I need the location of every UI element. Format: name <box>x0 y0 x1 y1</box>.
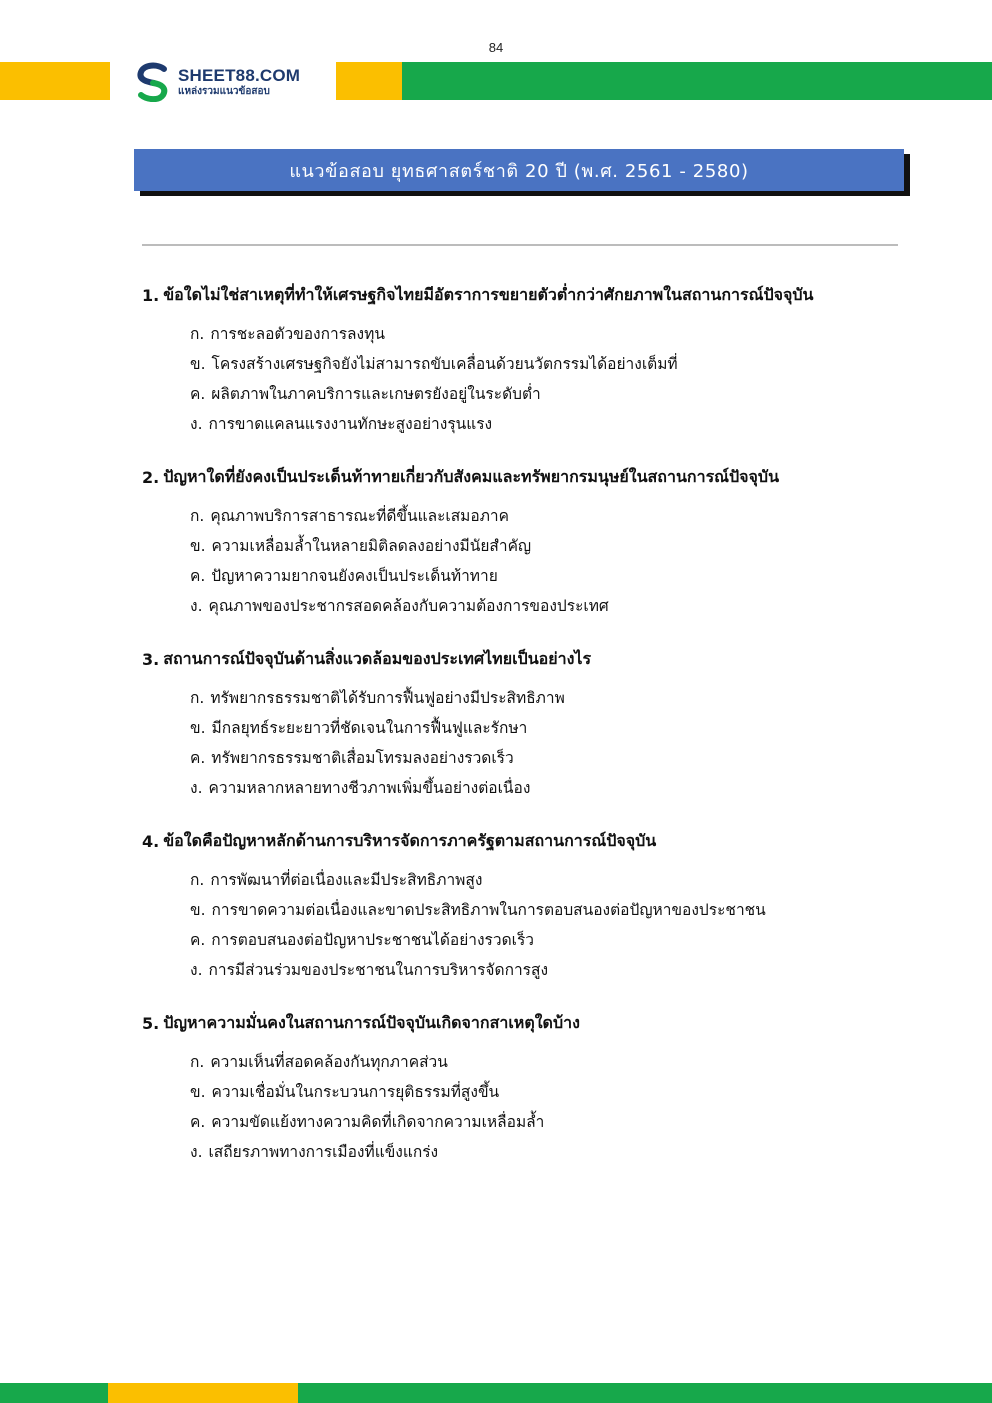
option-letter: ง. <box>190 1142 203 1161</box>
question-number: 2. <box>142 467 160 487</box>
option-letter: ค. <box>190 566 206 585</box>
answer-option <box>190 864 902 894</box>
answer-option <box>190 894 902 924</box>
option-text: ความเหลื่อมล้ำในหลายมิติลดลงอย่างมีนัยสำคัญ <box>211 536 532 555</box>
option-text: ความเห็นที่สอดคล้องกันทุกภาคส่วน <box>210 1052 448 1071</box>
brand-tagline: แหล่งรวมแนวข้อสอบ <box>178 86 270 97</box>
option-letter: ง. <box>190 414 203 433</box>
option-text: การตอบสนองต่อปัญหาประชาชนได้อย่างรวดเร็ว <box>211 930 534 949</box>
option-text: ความหลากหลายทางชีวภาพเพิ่มขึ้นอย่างต่อเนื่อง <box>208 778 531 797</box>
answer-option <box>190 1046 902 1076</box>
option-letter: ค. <box>190 1112 206 1131</box>
header-band-yellow-mid <box>336 62 402 100</box>
answer-option <box>190 712 902 742</box>
footer-band-yellow <box>108 1383 298 1403</box>
question-text: ข้อใดคือปัญหาหลักด้านการบริหารจัดการภาครัฐตามสถานการณ์ปัจจุบัน <box>163 830 657 850</box>
page-title: แนวข้อสอบ ยุทธศาสตร์ชาติ 20 ปี (พ.ศ. 2561 - 2580) <box>289 160 749 182</box>
option-letter: ข. <box>190 1082 206 1101</box>
header-band-green <box>402 62 992 100</box>
answer-option <box>190 1136 902 1166</box>
option-text: มีกลยุทธ์ระยะยาวที่ชัดเจนในการฟื้นฟูและรักษา <box>211 718 528 737</box>
question-4 <box>142 826 902 1008</box>
question-text: สถานการณ์ปัจจุบันด้านสิ่งแวดล้อมของประเทศไทยเป็นอย่างไร <box>163 648 592 668</box>
option-letter: ข. <box>190 354 206 373</box>
answer-option <box>190 682 902 712</box>
option-text: ความเชื่อมั่นในกระบวนการยุติธรรมที่สูงขึ้น <box>211 1082 500 1101</box>
brand-logo <box>134 62 334 102</box>
question-2 <box>142 462 902 644</box>
answer-option <box>190 954 902 984</box>
option-letter: ค. <box>190 748 206 767</box>
option-letter: ก. <box>190 506 205 525</box>
option-letter: ค. <box>190 930 206 949</box>
page-number: 84 <box>488 40 504 55</box>
option-text: การขาดความต่อเนื่องและขาดประสิทธิภาพในการตอบสนองต่อปัญหาของประชาชน <box>211 900 766 919</box>
option-text: ผลิตภาพในภาคบริการและเกษตรยังอยู่ในระดับต่ำ <box>211 384 541 403</box>
question-number: 1. <box>142 285 160 305</box>
answer-option <box>190 1106 902 1136</box>
question-text: ปัญหาใดที่ยังคงเป็นประเด็นท้าทายเกี่ยวกับสังคมและทรัพยากรมนุษย์ในสถานการณ์ปัจจุบัน <box>163 466 779 486</box>
option-letter: ก. <box>190 1052 205 1071</box>
answer-option <box>190 348 902 378</box>
answer-option <box>190 742 902 772</box>
question-number: 3. <box>142 649 160 669</box>
answer-option <box>190 318 902 348</box>
option-text: การขาดแคลนแรงงานทักษะสูงอย่างรุนแรง <box>208 414 493 433</box>
brand-name: SHEET88.COM <box>178 66 301 85</box>
question-list <box>142 280 902 1190</box>
answer-option <box>190 1076 902 1106</box>
answer-option <box>190 590 902 620</box>
option-text: คุณภาพบริการสาธารณะที่ดีขึ้นและเสมอภาค <box>210 506 509 525</box>
option-letter: ก. <box>190 870 205 889</box>
question-number: 4. <box>142 831 160 851</box>
answer-option <box>190 530 902 560</box>
question-text: ปัญหาความมั่นคงในสถานการณ์ปัจจุบันเกิดจากสาเหตุใดบ้าง <box>163 1012 580 1032</box>
title-banner <box>134 149 904 191</box>
option-text: เสถียรภาพทางการเมืองที่แข็งแกร่ง <box>208 1142 439 1161</box>
option-text: ปัญหาความยากจนยังคงเป็นประเด็นท้าทาย <box>211 566 498 585</box>
option-letter: ง. <box>190 778 203 797</box>
answer-option <box>190 500 902 530</box>
answer-option <box>190 924 902 954</box>
option-text: ทรัพยากรธรรมชาติได้รับการฟื้นฟูอย่างมีประสิทธิภาพ <box>210 688 565 707</box>
option-text: โครงสร้างเศรษฐกิจยังไม่สามารถขับเคลื่อนด้วยนวัตกรรมได้อย่างเต็มที่ <box>211 354 678 373</box>
answer-option <box>190 378 902 408</box>
s-shield-logo-icon <box>134 62 172 102</box>
option-letter: ก. <box>190 688 205 707</box>
question-text: ข้อใดไม่ใช่สาเหตุที่ทำให้เศรษฐกิจไทยมีอัตราการขยายตัวต่ำกว่าศักยภาพในสถานการณ์ปัจจุบัน <box>163 284 814 304</box>
option-letter: ข. <box>190 900 206 919</box>
answer-option <box>190 772 902 802</box>
question-1 <box>142 280 902 462</box>
question-3 <box>142 644 902 826</box>
option-letter: ง. <box>190 960 203 979</box>
question-number: 5. <box>142 1013 160 1033</box>
option-text: การพัฒนาที่ต่อเนื่องและมีประสิทธิภาพสูง <box>210 870 483 889</box>
footer-band-green-left <box>0 1383 108 1403</box>
header-band-yellow-left <box>0 62 110 100</box>
option-letter: ข. <box>190 718 206 737</box>
option-letter: ข. <box>190 536 206 555</box>
option-letter: ก. <box>190 324 205 343</box>
answer-option <box>190 408 902 438</box>
option-text: ทรัพยากรธรรมชาติเสื่อมโทรมลงอย่างรวดเร็ว <box>211 748 514 767</box>
option-text: การมีส่วนร่วมของประชาชนในการบริหารจัดการสูง <box>208 960 549 979</box>
option-text: ความขัดแย้งทางความคิดที่เกิดจากความเหลื่อมล้ำ <box>211 1112 545 1131</box>
question-5 <box>142 1008 902 1190</box>
answer-option <box>190 560 902 590</box>
divider <box>142 244 898 246</box>
option-letter: ค. <box>190 384 206 403</box>
footer-band-green-right <box>298 1383 992 1403</box>
option-letter: ง. <box>190 596 203 615</box>
option-text: คุณภาพของประชากรสอดคล้องกับความต้องการของประเทศ <box>208 596 609 615</box>
option-text: การชะลอตัวของการลงทุน <box>210 324 385 343</box>
